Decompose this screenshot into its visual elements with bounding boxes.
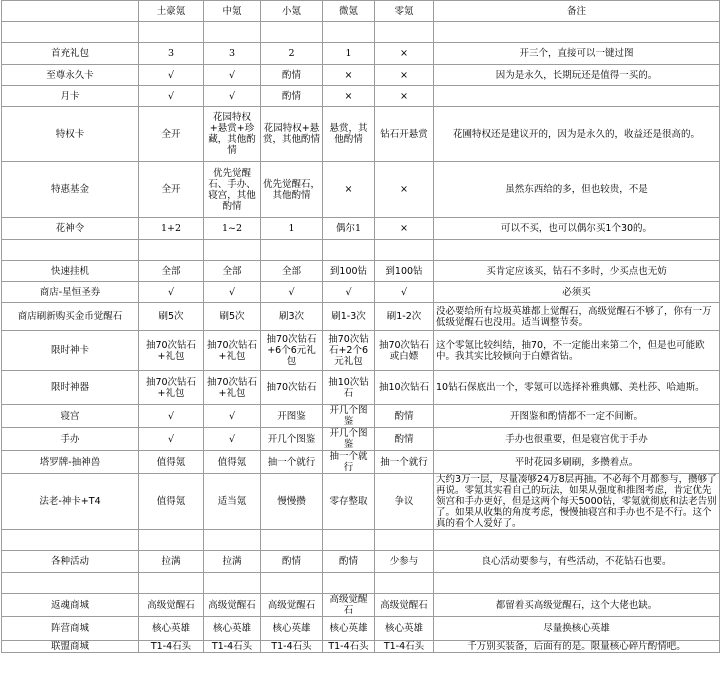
blank-row <box>2 240 720 261</box>
empty-cell <box>375 22 434 43</box>
tier-cell: T1-4石头 <box>323 641 375 653</box>
row-label: 各种活动 <box>2 551 139 573</box>
table-row <box>2 617 720 641</box>
tier-cell: 抽70次钻石+2个6元礼包 <box>323 331 375 371</box>
empty-cell <box>375 240 434 261</box>
table-row <box>2 43 720 65</box>
header-cell: 土豪氪 <box>139 1 204 22</box>
tier-cell: √ <box>204 282 261 303</box>
tier-cell: 核心英雄 <box>375 617 434 641</box>
tier-cell: √ <box>139 86 204 107</box>
tier-cell: 1 <box>261 218 323 240</box>
blank-row <box>2 573 720 594</box>
tier-cell: 刷5次 <box>139 303 204 331</box>
tier-cell: 全开 <box>139 162 204 218</box>
row-label: 至尊永久卡 <box>2 65 139 86</box>
row-label: 月卡 <box>2 86 139 107</box>
row-label: 返魂商城 <box>2 594 139 617</box>
row-label: 限时神器 <box>2 371 139 405</box>
tier-cell: √ <box>139 282 204 303</box>
table-row <box>2 303 720 331</box>
tier-cell: × <box>375 65 434 86</box>
table-row <box>2 218 720 240</box>
row-label: 阵营商城 <box>2 617 139 641</box>
table-row <box>2 428 720 451</box>
note-cell: 没必要给所有垃圾英雄都上觉醒石，高级觉醒石不够了，你有一万低级觉醒石也没用。适当调整节奏。 <box>434 303 720 331</box>
note-cell: 千万别买装备，后面有的是。限量核心碎片酌情吧。 <box>434 641 720 653</box>
note-cell <box>434 86 720 107</box>
empty-cell <box>434 22 720 43</box>
row-label: 联盟商城 <box>2 641 139 653</box>
tier-cell: × <box>375 86 434 107</box>
tier-cell: × <box>323 162 375 218</box>
tier-cell: √ <box>323 282 375 303</box>
empty-cell <box>139 240 204 261</box>
tier-cell: 拉满 <box>139 551 204 573</box>
row-label: 塔罗牌-抽神兽 <box>2 451 139 474</box>
header-cell <box>2 1 139 22</box>
table-row <box>2 594 720 617</box>
blank-row <box>2 530 720 551</box>
note-cell: 开图鉴和酌情都不一定不间断。 <box>434 405 720 428</box>
empty-cell <box>323 240 375 261</box>
tier-cell: 花园特权+悬赏，其他酌情 <box>261 107 323 162</box>
tier-cell: √ <box>261 282 323 303</box>
row-label: 商店-星恒圣券 <box>2 282 139 303</box>
empty-cell <box>434 240 720 261</box>
tier-cell: 争议 <box>375 474 434 530</box>
tier-cell: 核心英雄 <box>323 617 375 641</box>
header-cell: 零氪 <box>375 1 434 22</box>
tier-cell: 抽70次钻石 <box>261 371 323 405</box>
tier-cell: 刷3次 <box>261 303 323 331</box>
tier-cell: 高级觉醒石 <box>204 594 261 617</box>
tier-cell: 高级觉醒石 <box>323 594 375 617</box>
row-label: 特权卡 <box>2 107 139 162</box>
tier-cell: × <box>323 65 375 86</box>
note-cell: 这个零氪比较纠结，抽70，不一定能出来第二个，但是也可能欧中。我其实比较倾向于白嫖省钻。 <box>434 331 720 371</box>
tier-cell: × <box>375 218 434 240</box>
tier-cell: 1+2 <box>139 218 204 240</box>
empty-cell <box>2 530 139 551</box>
tier-cell: 酌情 <box>375 405 434 428</box>
tier-cell: 抽70次钻石+6个6元礼包 <box>261 331 323 371</box>
tier-cell: √ <box>139 65 204 86</box>
tier-cell: 核心英雄 <box>261 617 323 641</box>
tier-cell: 零存整取 <box>323 474 375 530</box>
tier-cell: 酌情 <box>261 551 323 573</box>
table-row <box>2 451 720 474</box>
header-row <box>2 1 720 22</box>
tier-cell: 核心英雄 <box>204 617 261 641</box>
tier-cell: 开几个图鉴 <box>323 428 375 451</box>
note-cell: 可以不买，也可以偶尔买1个30的。 <box>434 218 720 240</box>
tier-cell: 全部 <box>204 261 261 282</box>
table-row <box>2 107 720 162</box>
empty-cell <box>204 573 261 594</box>
header-cell: 中氪 <box>204 1 261 22</box>
tier-cell: 慢慢攒 <box>261 474 323 530</box>
table-row <box>2 65 720 86</box>
tier-cell: 开图鉴 <box>261 405 323 428</box>
tier-cell: 值得氪 <box>204 451 261 474</box>
tier-cell: 值得氪 <box>139 474 204 530</box>
tier-cell: 开几个图鉴 <box>261 428 323 451</box>
tier-cell: 酌情 <box>261 86 323 107</box>
note-cell: 必须买 <box>434 282 720 303</box>
note-cell: 虽然东西给的多，但也较贵，不是 <box>434 162 720 218</box>
tier-cell: 少参与 <box>375 551 434 573</box>
tier-cell: √ <box>204 428 261 451</box>
tier-cell: T1-4石头 <box>375 641 434 653</box>
empty-cell <box>2 573 139 594</box>
tier-cell: √ <box>204 405 261 428</box>
table-row <box>2 551 720 573</box>
header-cell: 微氪 <box>323 1 375 22</box>
row-label: 商店刷新购买金币觉醒石 <box>2 303 139 331</box>
tier-cell: 到100钻 <box>323 261 375 282</box>
tier-cell: T1-4石头 <box>204 641 261 653</box>
note-cell: 开三个，直接可以一键过图 <box>434 43 720 65</box>
table-row <box>2 162 720 218</box>
tier-cell: 优先觉醒石，其他酌情 <box>261 162 323 218</box>
row-label: 快速挂机 <box>2 261 139 282</box>
tier-cell: 1~2 <box>204 218 261 240</box>
tier-cell: √ <box>139 405 204 428</box>
tier-cell: T1-4石头 <box>139 641 204 653</box>
empty-cell <box>204 530 261 551</box>
tier-cell: 全部 <box>139 261 204 282</box>
note-cell: 大约3万一层，尽量凑够24万8层再抽。不必每个月都参与，攒够了再说。零氪其实看自己的玩法，如果从强度和推图考虑，肯定优先领宫和手办更好，但是这两个每天5000钻，零氪就彻底和法老告别了。如果从收集的角度考虑，慢慢抽寝宫和手办也不是不行。这个真的看个人爱好了。 <box>434 474 720 530</box>
blank-row <box>2 22 720 43</box>
tier-cell: 全部 <box>261 261 323 282</box>
table-row <box>2 405 720 428</box>
tier-cell: 抽70次钻石或白嫖 <box>375 331 434 371</box>
row-label: 花神令 <box>2 218 139 240</box>
tier-cell: 抽70次钻石+礼包 <box>139 371 204 405</box>
tier-cell: 值得氪 <box>139 451 204 474</box>
note-cell: 平时花园多刷刷，多攒着点。 <box>434 451 720 474</box>
tier-cell: 悬赏，其他酌情 <box>323 107 375 162</box>
empty-cell <box>434 573 720 594</box>
tier-cell: 刷1-2次 <box>375 303 434 331</box>
empty-cell <box>375 573 434 594</box>
table-row <box>2 331 720 371</box>
empty-cell <box>261 22 323 43</box>
row-label: 寝宫 <box>2 405 139 428</box>
empty-cell <box>434 530 720 551</box>
note-cell: 因为是永久，长期玩还是值得一买的。 <box>434 65 720 86</box>
tier-cell: 2 <box>261 43 323 65</box>
header-cell: 小氪 <box>261 1 323 22</box>
tier-cell: × <box>375 162 434 218</box>
tier-cell: 核心英雄 <box>139 617 204 641</box>
note-cell: 花圃特权还是建议开的，因为是永久的，收益还是很高的。 <box>434 107 720 162</box>
empty-cell <box>261 573 323 594</box>
tier-cell: √ <box>375 282 434 303</box>
note-cell: 手办也很重要，但是寝宫优于手办 <box>434 428 720 451</box>
tier-cell: 抽10次钻石 <box>323 371 375 405</box>
tier-cell: 酌情 <box>323 551 375 573</box>
strategy-table <box>1 0 720 653</box>
row-label: 法老-神卡+T4 <box>2 474 139 530</box>
tier-cell: 钻石开悬赏 <box>375 107 434 162</box>
note-cell: 都留着买高级觉醒石，这个大佬也缺。 <box>434 594 720 617</box>
empty-cell <box>139 22 204 43</box>
tier-cell: 抽一个就行 <box>261 451 323 474</box>
empty-cell <box>139 530 204 551</box>
empty-cell <box>2 22 139 43</box>
table-row <box>2 641 720 653</box>
tier-cell: 抽一个就行 <box>375 451 434 474</box>
empty-cell <box>2 240 139 261</box>
header-cell: 备注 <box>434 1 720 22</box>
tier-cell: 3 <box>139 43 204 65</box>
row-label: 限时神卡 <box>2 331 139 371</box>
table-row <box>2 261 720 282</box>
tier-cell: 3 <box>204 43 261 65</box>
empty-cell <box>323 573 375 594</box>
tier-cell: √ <box>204 65 261 86</box>
tier-cell: T1-4石头 <box>261 641 323 653</box>
tier-cell: 抽70次钻石+礼包 <box>139 331 204 371</box>
tier-cell: √ <box>204 86 261 107</box>
tier-cell: 高级觉醒石 <box>261 594 323 617</box>
empty-cell <box>139 573 204 594</box>
tier-cell: 开几个图鉴 <box>323 405 375 428</box>
note-cell: 10钻石保底出一个，零氪可以选择补雅典娜、美杜莎、哈迪斯。 <box>434 371 720 405</box>
empty-cell <box>261 530 323 551</box>
tier-cell: √ <box>139 428 204 451</box>
table-row <box>2 474 720 530</box>
note-cell: 良心活动要参与，有些活动，不花钻石也要。 <box>434 551 720 573</box>
empty-cell <box>323 22 375 43</box>
tier-cell: 抽70次钻石+礼包 <box>204 371 261 405</box>
tier-cell: 高级觉醒石 <box>139 594 204 617</box>
tier-cell: 高级觉醒石 <box>375 594 434 617</box>
empty-cell <box>261 240 323 261</box>
note-cell: 尽量换核心英雄 <box>434 617 720 641</box>
empty-cell <box>204 240 261 261</box>
row-label: 手办 <box>2 428 139 451</box>
table-row <box>2 371 720 405</box>
note-cell: 买肯定应该买，钻石不多时，少买点也无妨 <box>434 261 720 282</box>
tier-cell: 抽70次钻石+礼包 <box>204 331 261 371</box>
tier-cell: 到100钻 <box>375 261 434 282</box>
tier-cell: 酌情 <box>261 65 323 86</box>
empty-cell <box>323 530 375 551</box>
tier-cell: 偶尔1 <box>323 218 375 240</box>
tier-cell: 优先觉醒石、手办、寝宫，其他酌情 <box>204 162 261 218</box>
tier-cell: × <box>375 43 434 65</box>
tier-cell: 抽10次钻石 <box>375 371 434 405</box>
tier-cell: 拉满 <box>204 551 261 573</box>
tier-cell: × <box>323 86 375 107</box>
empty-cell <box>375 530 434 551</box>
tier-cell: 刷5次 <box>204 303 261 331</box>
row-label: 特惠基金 <box>2 162 139 218</box>
tier-cell: 1 <box>323 43 375 65</box>
table-row <box>2 282 720 303</box>
row-label: 首充礼包 <box>2 43 139 65</box>
tier-cell: 适当氪 <box>204 474 261 530</box>
tier-cell: 全开 <box>139 107 204 162</box>
tier-cell: 刷1-3次 <box>323 303 375 331</box>
tier-cell: 抽一个就行 <box>323 451 375 474</box>
tier-cell: 花园特权+悬赏+珍藏，其他酌情 <box>204 107 261 162</box>
table-row <box>2 86 720 107</box>
empty-cell <box>204 22 261 43</box>
tier-cell: 酌情 <box>375 428 434 451</box>
